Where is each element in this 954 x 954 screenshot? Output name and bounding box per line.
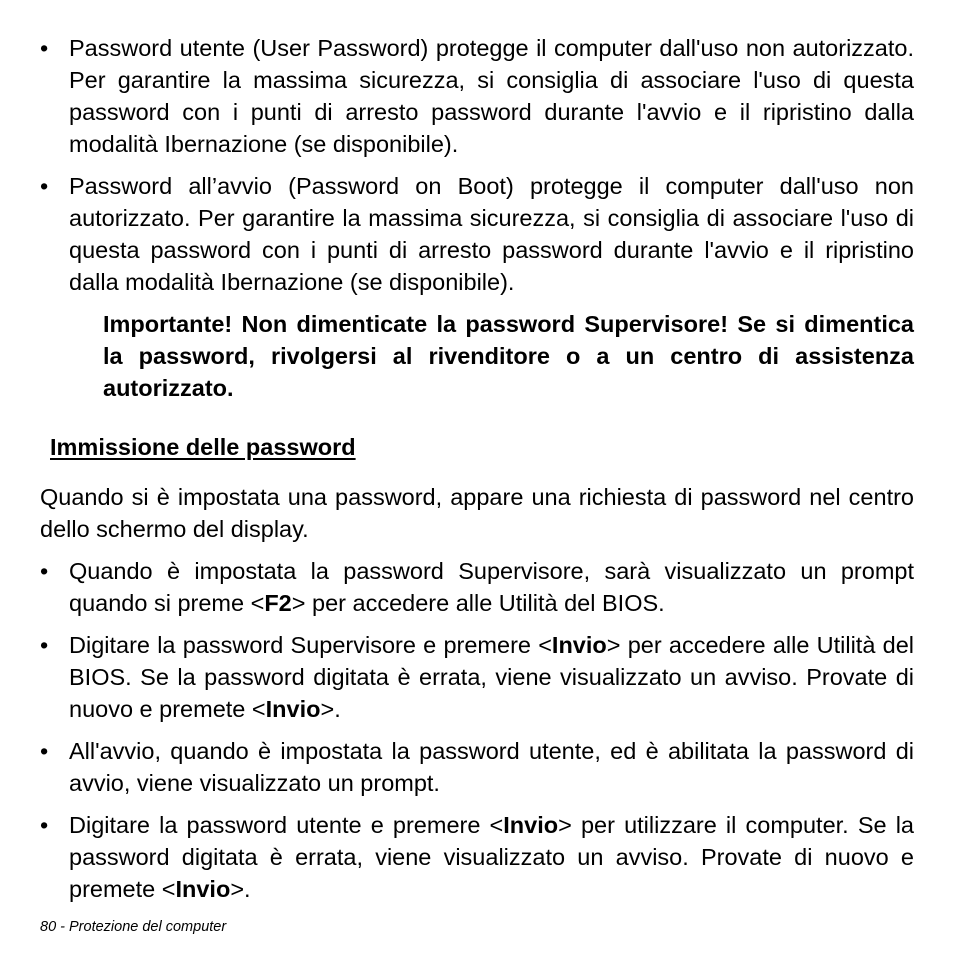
- section-title: Immissione delle password: [50, 434, 356, 460]
- key-name: Invio: [503, 812, 559, 838]
- list-item-text: Password utente (User Password) protegge il computer dall'uso non autorizzato. Per garantire la massima sicurezza, si consiglia di associare l'uso di questa password con i punti di arresto password durante l'avvio e il ripristino dalla modalità Ibernazione (se disponibile).: [69, 35, 914, 157]
- key-name: F2: [264, 590, 292, 616]
- bullet-icon: •: [40, 632, 49, 658]
- list-item: [40, 809, 914, 905]
- list-item: [40, 735, 914, 799]
- key-name: Invio: [265, 696, 321, 722]
- key-name: Invio: [175, 876, 231, 902]
- list-item: [40, 629, 914, 725]
- list-item-text: Password all’avvio (Password on Boot) protegge il computer dall'uso non autorizzato. Per garantire la massima sicurezza, si consiglia di associare l'uso di questa password con i punti di arresto password durante l'avvio e il ripristino dalla modalità Ibernazione (se disponibile).: [69, 173, 914, 295]
- important-note: Importante! Non dimenticate la password Supervisore! Se si dimentica la password, rivolgersi al rivenditore o a un centro di assistenza autorizzato.: [103, 311, 914, 401]
- bullet-icon: •: [40, 35, 49, 61]
- bullet-icon: •: [40, 173, 49, 199]
- list-item-text: Digitare la password utente e premere <Invio> per utilizzare il computer. Se la password digitata è errata, viene visualizzato un avviso. Provate di nuovo e premete <Invio>.: [69, 812, 914, 902]
- bullet-icon: •: [40, 738, 49, 764]
- intro-paragraph: Quando si è impostata una password, appare una richiesta di password nel centro dello schermo del display.: [40, 484, 914, 542]
- list-item-text: All'avvio, quando è impostata la password utente, ed è abilitata la password di avvio, viene visualizzato un prompt.: [69, 738, 914, 796]
- list-item: [40, 555, 914, 619]
- list-item: [40, 170, 914, 298]
- password-types-list: [40, 32, 914, 298]
- list-item-text: Quando è impostata la password Supervisore, sarà visualizzato un prompt quando si preme <F2> per accedere alle Utilità del BIOS.: [69, 558, 914, 616]
- page-footer: 80 - Protezione del computer: [40, 919, 227, 935]
- list-item: [40, 32, 914, 160]
- list-item-text: Digitare la password Supervisore e premere <Invio> per accedere alle Utilità del BIOS. Se la password digitata è errata, viene visualizzato un avviso. Provate di nuovo e premete <Invio>.: [69, 632, 914, 722]
- bullet-icon: •: [40, 558, 49, 584]
- document-page: [40, 0, 914, 905]
- key-name: Invio: [551, 632, 607, 658]
- password-entry-list: [40, 555, 914, 905]
- bullet-icon: •: [40, 812, 49, 838]
